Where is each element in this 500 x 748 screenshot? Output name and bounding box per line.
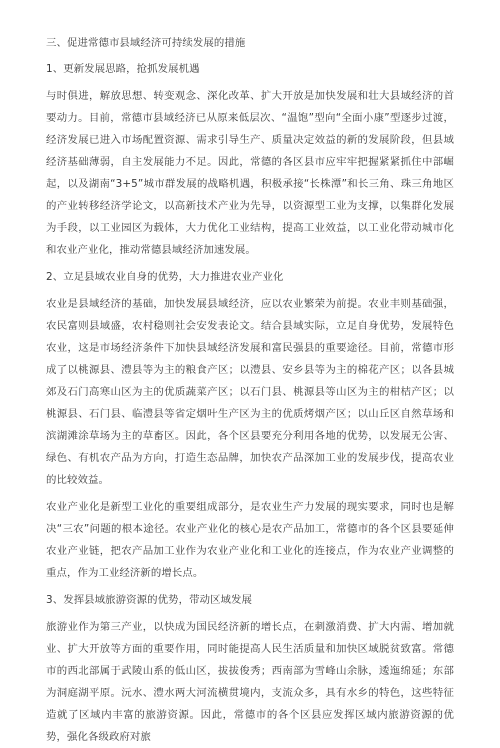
section-1-title: 1、更新发展思路，抢抓发展机遇 [46, 63, 200, 75]
section-3-title: 3、发挥县域旅游资源的优势，带动区域发展 [46, 594, 253, 606]
main-heading: 三、促进常德市县域经济可持续发展的措施 [46, 37, 246, 49]
section-3-paragraph-1: 旅游业作为第三产业，以快成为国民经济新的增长点，在刺激消费、扩大内需、增加就业、扩大开放等方面的重要作用，同时能提高人民生活质量和加快区域脱贫致富。常德市的西北部属于武陵山系的低山区，拔拔俊秀；西南部为雪峰山余脉，逶迤绵延；东部为洞庭湖平原。沅水、澧水两大河流横贯境内，支流众多，具有水乡的特色，这些特征造就了区域内丰富的旅游资源。因此，常德市的各个区县应发挥区域内旅游资源的优势，强化各级政府对旅 [46, 621, 454, 743]
section-2-paragraph-2: 农业产业化是新型工业化的重要组成部分，是农业生产力发展的现实要求，同时也是解决“三农”问题的根本途径。农业产业化的核心是农产品加工，常德市的各个区县要延伸农业产业链，把农产品加工业作为农业产业化和工业化的连接点，作为农业产业调整的重点，作为工业经济新的增长点。 [46, 501, 454, 579]
section-2-paragraph-1: 农业是县域经济的基础，加快发展县域经济，应以农业繁荣为前提。农业丰则基础强，农民富则县域盛，农村稳则社会安发表论文。结合县域实际，立足自身优势，发展特色农业，这是市场经济条件下加快县域经济发展和富民强县的重要途径。目前，常德市形成了以桃源县、澧县等为主的粮食产区；以澧县、安乡县等为主的棉花产区；以各县城郊及石门高寒山区为主的优质蔬菜产区；以石门县、桃源县等山区为主的柑桔产区；以桃源县、石门县、临澧县等省定烟叶生产区为主的优质烤烟产区；以山丘区自然草场和滨湖滩涂草场为主的草畜区。因此，各个区县要充分利用各地的优势，以发展无公害、绿色、有机农产品为方向，打造生态品牌，加快农产品深加工业的发展步伐，提高农业的比较效益。 [46, 298, 454, 486]
section-1-paragraph-1: 与时俱进，解放思想、转变观念、深化改革、扩大开放是加快发展和壮大县域经济的首要动力。目前，常德市县域经济已从原来低层次、“温饱”型向“全面小康”型逐步过渡，经济发展已进入市场配置资源、需求引导生产、质量决定效益的新的发展阶段，但县域经济基础薄弱，自主发展能力不足。因此，常德的各区县市应牢牢把握紧紧抓住中部崛起，以及湖南“3+5”城市群发展的战略机遇，积极承接“长株潭”和长三角、珠三角地区的产业转移经济学论文，以高新技术产业为先导，以资源型工业为支撑，以集群化发展为手段，以工业园区为载体，大力优化工业结构，提高工业效益，以工业化带动城市化和农业产业化，推动常德县域经济加速发展。 [46, 90, 454, 256]
section-2-title: 2、立足县域农业自身的优势，大力推进农业产业化 [46, 271, 284, 283]
